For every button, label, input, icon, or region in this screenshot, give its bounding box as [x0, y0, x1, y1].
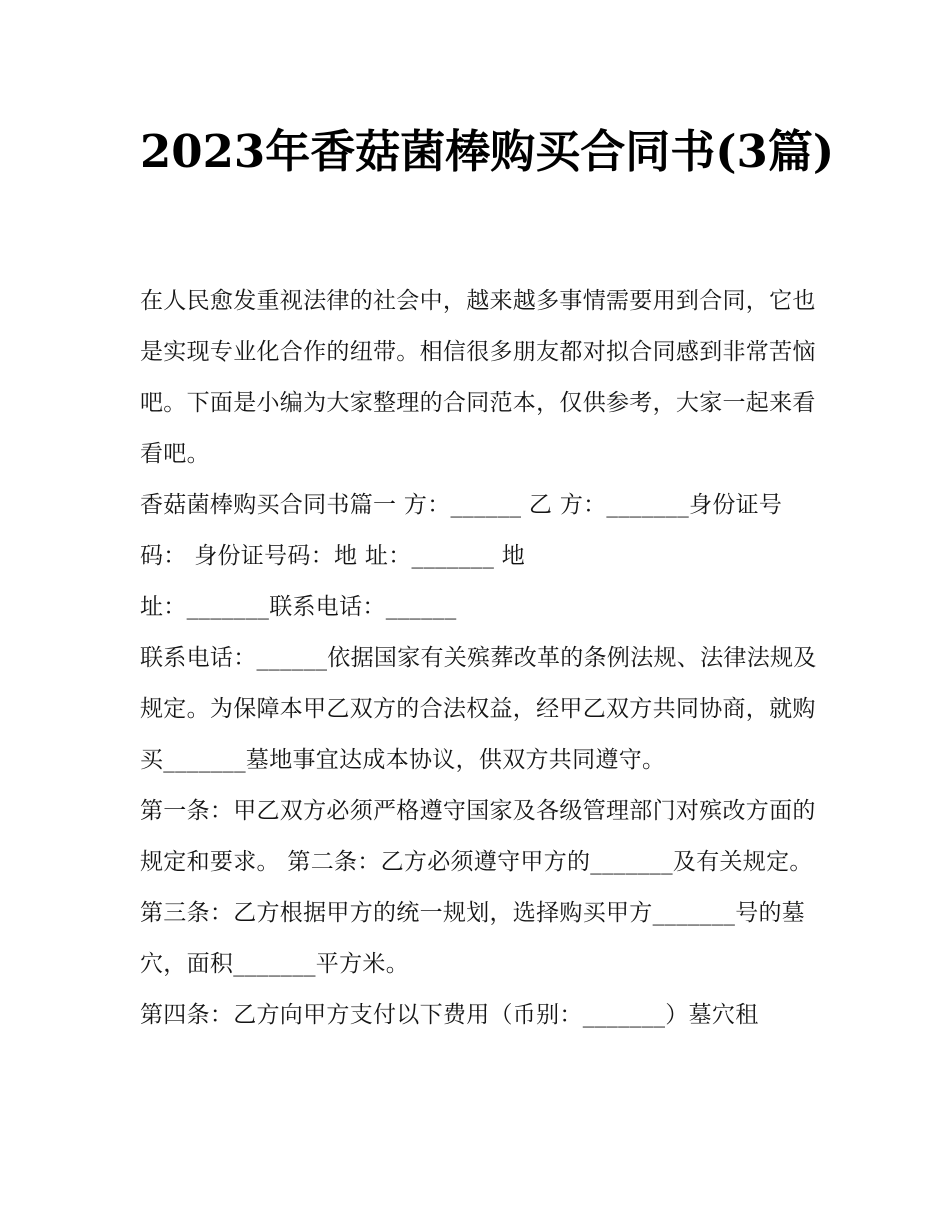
paragraph-basis: 联系电话：______依据国家有关殡葬改革的条例法规、法律法规及规定。为保障本甲乙双方的合法权益，经甲乙双方共同协商，就购买_______墓地事宜达成本协议，供双方共同遵守。: [140, 645, 817, 773]
document-body: [140, 276, 820, 1041]
paragraph-intro: 在人民愈发重视法律的社会中，越来越多事情需要用到合同，它也是实现专业化合作的纽带。相信很多朋友都对拟合同感到非常苦恼吧。下面是小编为大家整理的合同范本，仅供参考，大家一起来看看吧。: [140, 288, 816, 467]
paragraph-article-4: 第四条：乙方向甲方支付以下费用（币别：_______）墓穴租: [140, 1002, 759, 1028]
paragraph-article-3: 第三条：乙方根据甲方的统一规划，选择购买甲方_______号的墓穴，面积_______平方米。: [140, 900, 806, 977]
paragraph-parties: 香菇菌棒购买合同书篇一 方：______ 乙 方：_______身份证号码： 身份证号码：地 址：_______ 地: [140, 492, 783, 569]
paragraph-address: 址：_______联系电话：______: [140, 594, 457, 620]
paragraph-article-1-2: 第一条：甲乙双方必须严格遵守国家及各级管理部门对殡改方面的规定和要求。 第二条：乙方必须遵守甲方的_______及有关规定。: [140, 798, 816, 875]
document-title: 2023年香菇菌棒购买合同书(3篇): [140, 125, 835, 178]
